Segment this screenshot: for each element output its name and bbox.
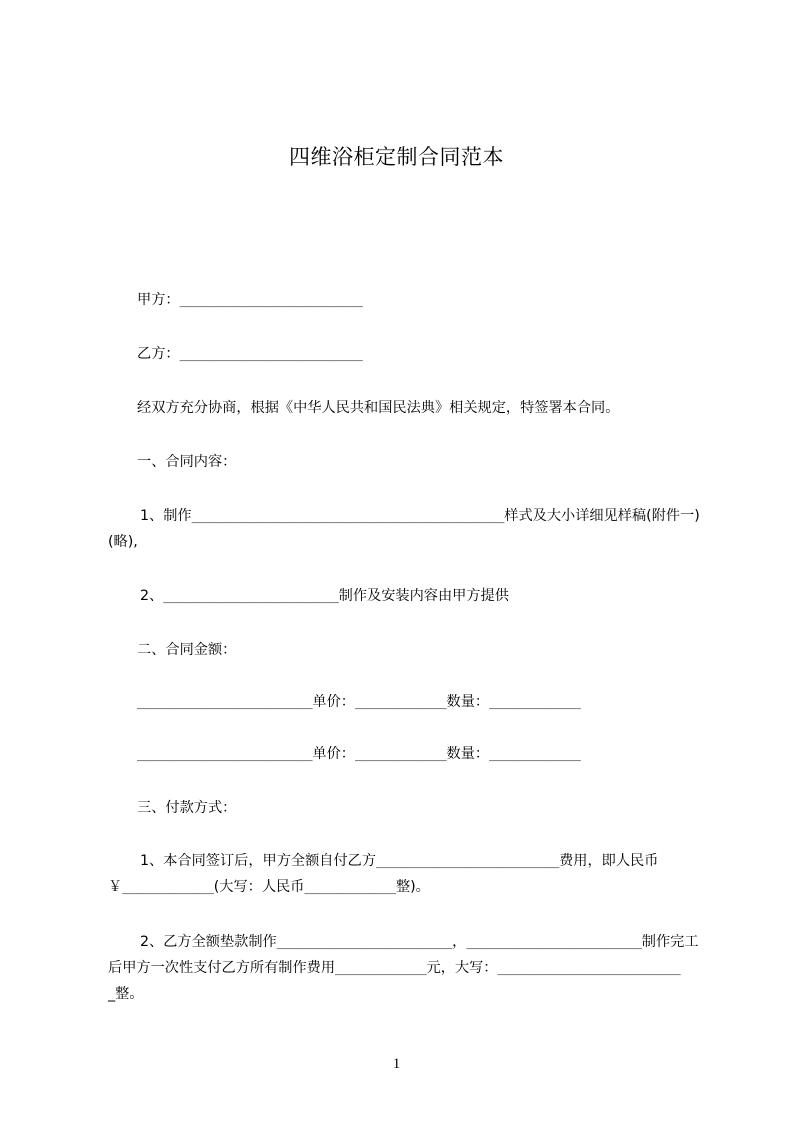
section3-item1-text1: 1、本合同签订后，甲方全额自付乙方	[140, 853, 377, 869]
section3-item1	[140, 849, 658, 874]
section1-item2-prefix: 2、	[140, 588, 164, 604]
section2-heading: 二、合同金额：	[137, 642, 237, 658]
section3-item1-text2: 费用，即人民币	[559, 853, 659, 869]
section3-item1-continuation	[108, 875, 430, 900]
section3-item1-text4: (大写：人民币	[213, 879, 305, 895]
page-title: 四维浴柜定制合同范本	[289, 145, 504, 169]
section3-heading: 三、付款方式：	[137, 800, 237, 816]
section1-item2-suffix: 制作及安装内容由甲方提供	[338, 588, 509, 604]
section3-item2-blank2: _______________________	[466, 935, 642, 950]
section3-item1-amount-blank: ____________	[122, 880, 214, 895]
party-a-line	[137, 288, 363, 313]
intro-paragraph: 经双方充分协商，根据《中华人民共和国民法典》相关规定，特签署本合同。	[137, 400, 620, 416]
section3-item2-blank1: _______________________	[276, 935, 453, 950]
page-number: 1	[392, 1056, 401, 1072]
amount-row1-qty-label: 数量：	[446, 694, 490, 710]
amount-row2-qty-blank: ____________	[489, 747, 581, 762]
amount-row2-price-label: 单价：	[312, 746, 355, 762]
amount-row1-item-blank: _______________________	[137, 695, 313, 710]
amount-row2-item-blank: _______________________	[137, 747, 313, 762]
section3-item2-continuation	[108, 956, 681, 981]
section3-item2-text5: 元，大写：	[426, 960, 498, 976]
section1-heading: 一、合同内容：	[137, 454, 237, 470]
party-a-blank: ________________________	[179, 293, 363, 308]
section3-item2-end: _整。	[108, 986, 144, 1002]
section1-item1-continuation: (略),	[108, 534, 138, 550]
amount-row1-qty-blank: ____________	[489, 695, 581, 710]
section3-item2-text4: 后甲方一次性支付乙方所有制作费用	[108, 960, 336, 976]
section3-item2-text3: 制作完工	[641, 934, 699, 950]
section3-item2-text1: 2、乙方全额垫款制作	[140, 934, 277, 950]
section3-item2	[140, 930, 699, 955]
section3-item2-fee-blank: ____________	[335, 961, 427, 976]
section3-item1-fee-blank: ________________________	[376, 854, 560, 869]
amount-row-1	[137, 690, 581, 715]
party-b-label: 乙方：	[137, 346, 180, 362]
section1-item1-prefix: 1、制作	[140, 508, 192, 524]
section1-item1	[140, 504, 700, 529]
amount-row1-price-label: 单价：	[312, 694, 355, 710]
amount-row2-price-blank: ____________	[355, 747, 447, 762]
section3-item1-uppercase-blank: ____________	[304, 880, 396, 895]
section3-item1-text5: 整)。	[395, 879, 430, 895]
amount-row1-price-blank: ____________	[355, 695, 447, 710]
party-a-label: 甲方：	[137, 292, 180, 308]
yuan-symbol: ￥	[108, 879, 123, 895]
section1-item1-blank: _________________________________________	[191, 509, 505, 524]
party-b-blank: ________________________	[179, 347, 363, 362]
section3-item2-text2: ，	[452, 934, 467, 950]
amount-row2-qty-label: 数量：	[446, 746, 490, 762]
party-b-line	[137, 342, 363, 367]
section1-item1-suffix: 样式及大小详细见样稿(附件一)	[504, 508, 700, 524]
section1-item2-blank: _______________________	[163, 589, 339, 604]
section1-item2	[140, 584, 509, 609]
amount-row-2	[137, 742, 581, 767]
section3-item2-uppercase-blank: ________________________	[497, 961, 681, 976]
